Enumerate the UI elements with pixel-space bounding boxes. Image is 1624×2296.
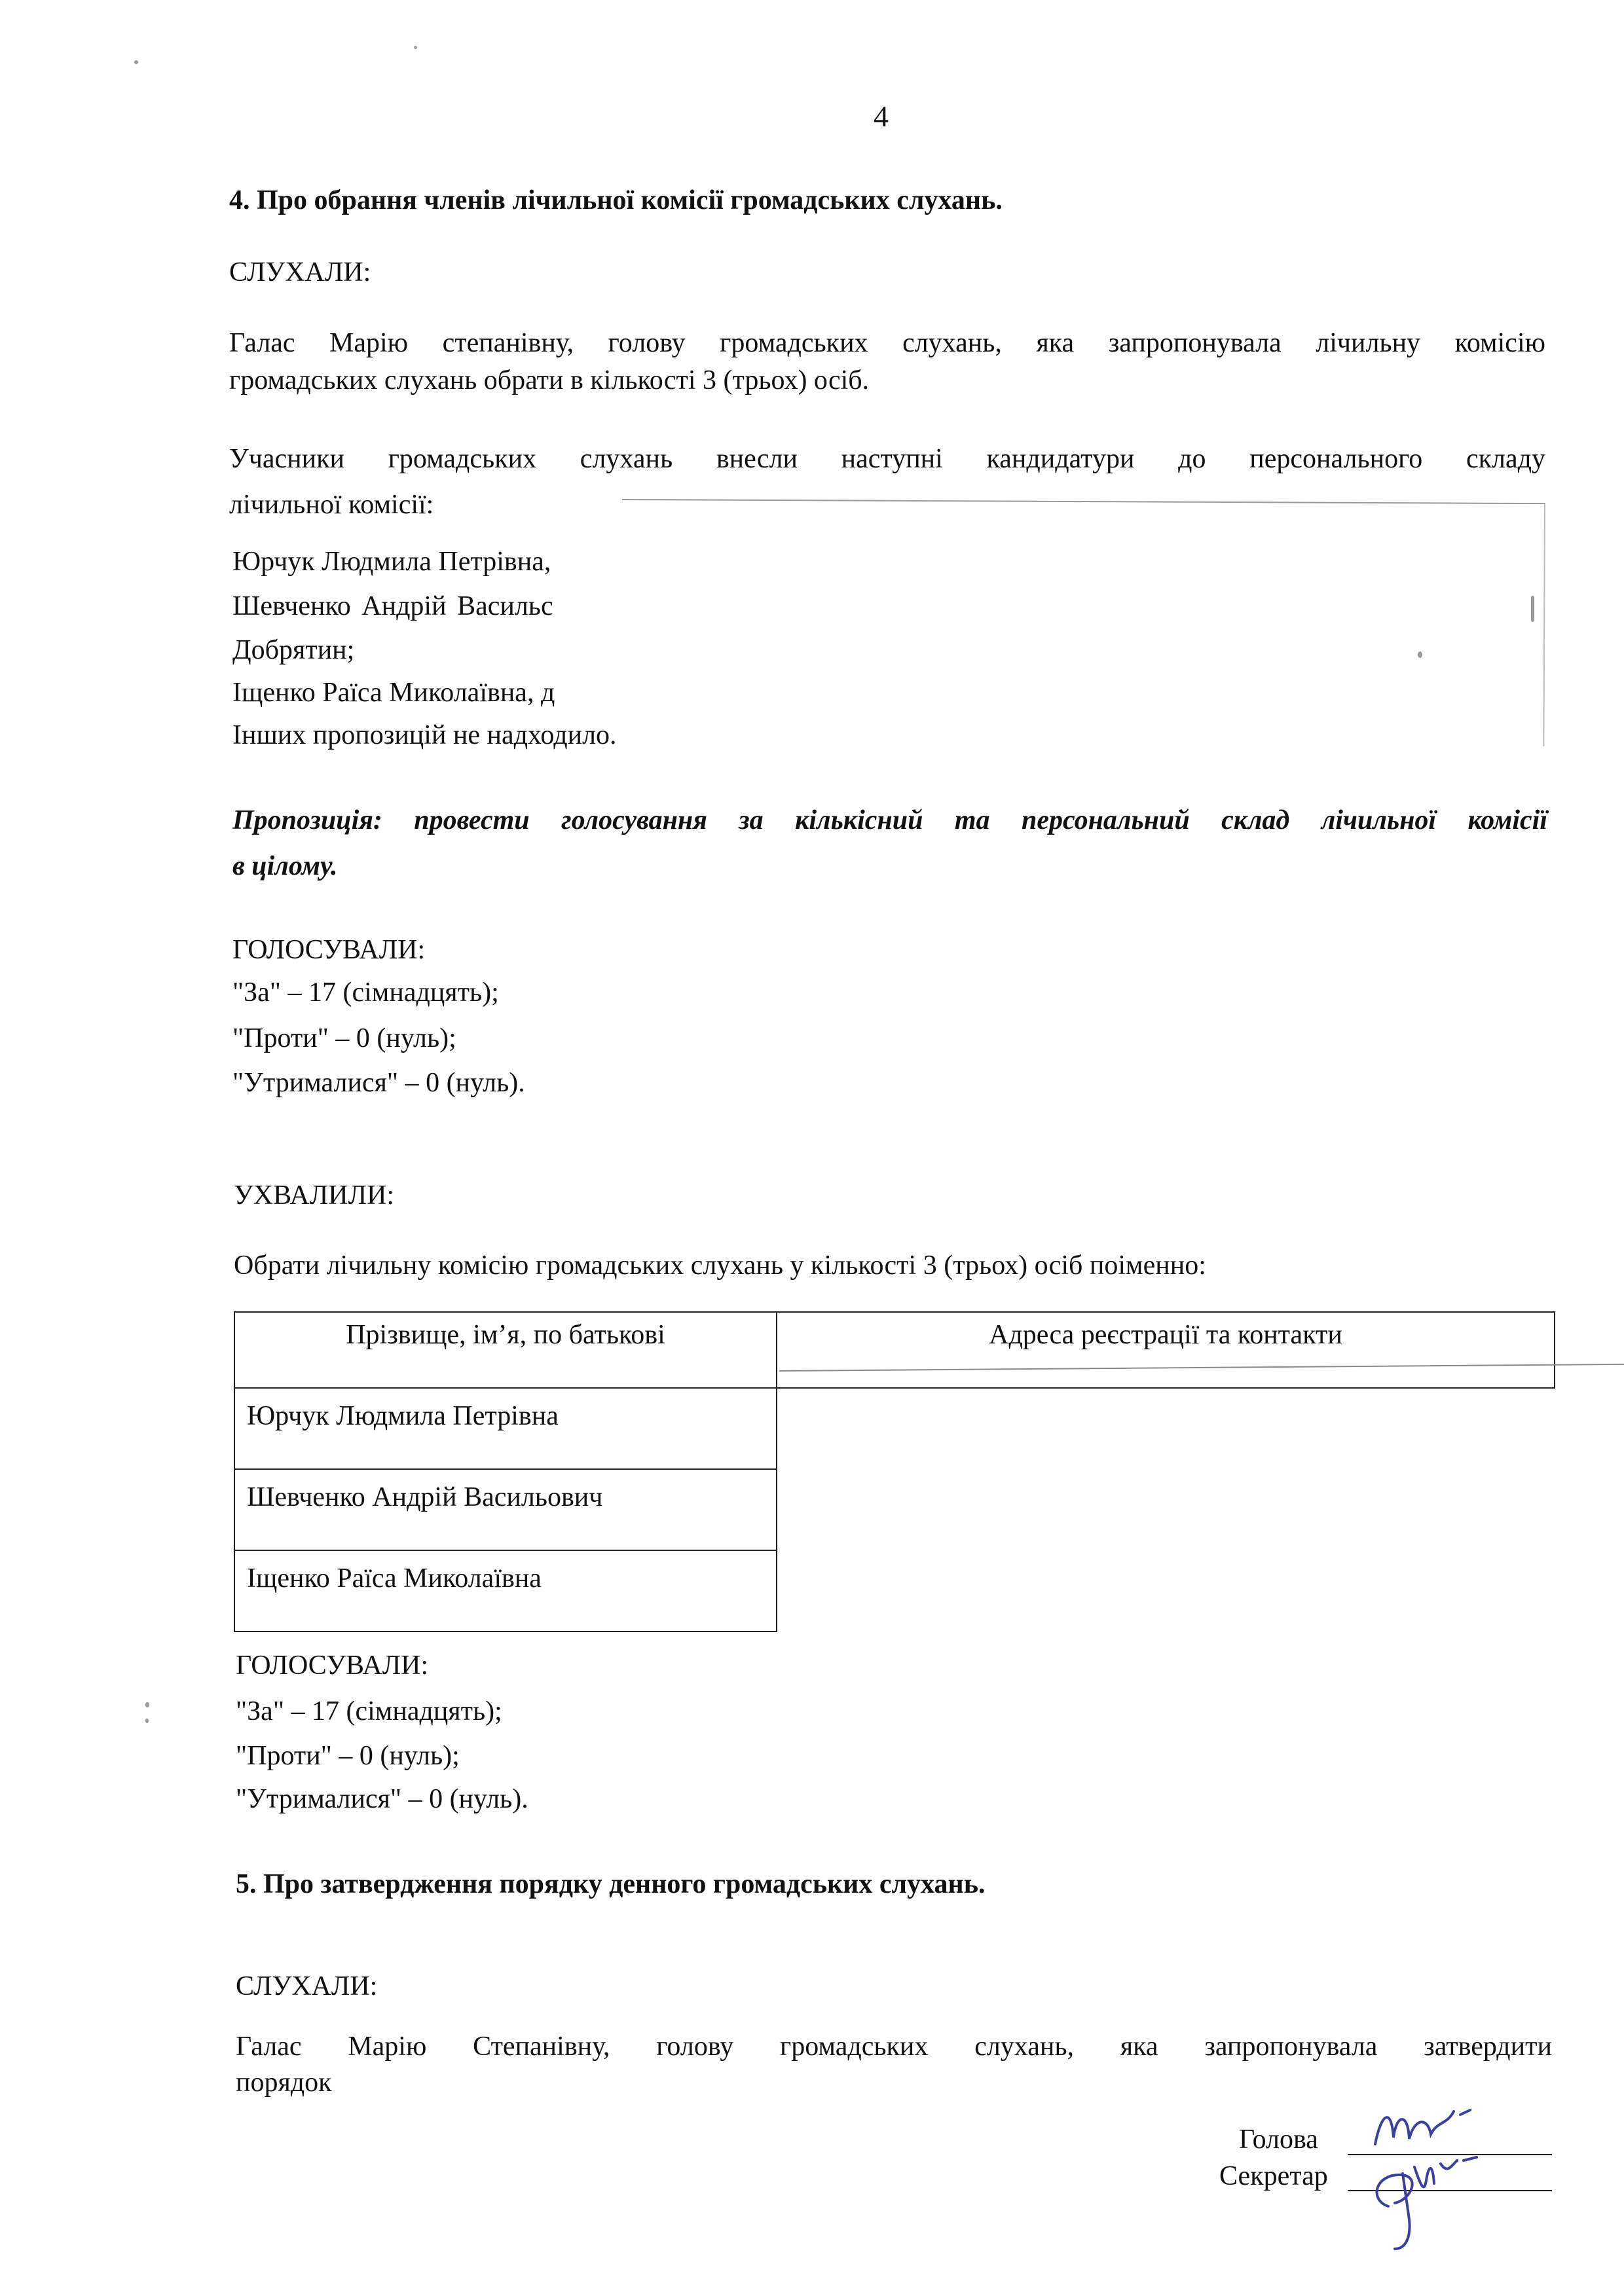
member-address-cell [777, 1469, 1555, 1550]
section5-heard-text-line1: Галас Марію Степанівну, голову громадських слухань, яка запропонувала затвердити [236, 2032, 1552, 2062]
vote-abstained: "Утрималися" – 0 (нуль). [232, 1068, 525, 1098]
scan-speck [134, 60, 138, 64]
table-row [234, 1388, 1555, 1469]
resolved-label: УХВАЛИЛИ: [234, 1180, 395, 1211]
section4-heard-text-line1: Галас Марію степанівну, голову громадських слухань, яка запропонувала лічильну комісію [229, 328, 1545, 358]
section4-heard-label: СЛУХАЛИ: [229, 257, 371, 287]
scan-speck [414, 46, 417, 49]
proposal-line1: Пропозиція: провести голосування за кількісний та персональний склад лічильної комісії [232, 805, 1547, 835]
section5-heard-label: СЛУХАЛИ: [236, 1971, 378, 2001]
vote-for: "За" – 17 (сімнадцять); [236, 1696, 502, 1726]
member-address-cell [777, 1388, 1555, 1469]
head-signature-label: Голова [1239, 2124, 1318, 2155]
vote-label: ГОЛОСУВАЛИ: [236, 1650, 429, 1681]
table-row [234, 1469, 1555, 1550]
candidate-item: Іщенко Раїса Миколаївна, д [232, 678, 555, 708]
column-header-address: Адреса реєстрації та контакти [777, 1312, 1555, 1388]
table-header-row [234, 1312, 1555, 1388]
table-row [234, 1550, 1555, 1631]
candidate-item: Юрчук Людмила Петрівна, [232, 547, 551, 577]
scan-speck [1418, 651, 1422, 658]
vote-against: "Проти" – 0 (нуль); [232, 1023, 456, 1053]
vote-for: "За" – 17 (сімнадцять); [232, 977, 499, 1008]
page-number: 4 [874, 100, 889, 133]
resolved-text: Обрати лічильну комісію громадських слухань у кількості 3 (трьох) осіб поіменно: [234, 1250, 1206, 1281]
pasted-paper-overlay [621, 499, 1545, 746]
column-header-name: Прізвище, ім’я, по батькові [234, 1312, 777, 1388]
no-other-proposals: Інших пропозицій не надходило. [232, 720, 617, 750]
member-address-cell [777, 1550, 1555, 1631]
vote-against: "Проти" – 0 (нуль); [236, 1741, 460, 1771]
section5-heading: 5. Про затвердження порядку денного громадських слухань. [236, 1869, 986, 1899]
member-name-cell: Іщенко Раїса Миколаївна [234, 1550, 777, 1631]
vote-abstained: "Утрималися" – 0 (нуль). [236, 1784, 528, 1814]
member-name-cell: Шевченко Андрій Васильович [234, 1469, 777, 1550]
secretary-signature-label: Секретар [1219, 2161, 1328, 2191]
candidates-intro-line2: лічильної комісії: [229, 490, 434, 520]
scan-speck [1531, 596, 1534, 622]
scan-speck [145, 1719, 149, 1723]
section4-heard-text-line2: громадських слухань обрати в кількості 3 (трьох) осіб. [229, 365, 870, 395]
candidates-intro-line1: Учасники громадських слухань внесли наступні кандидатури до персонального складу [229, 444, 1545, 474]
vote-label: ГОЛОСУВАЛИ: [232, 935, 426, 965]
secretary-signature-scribble [1349, 2128, 1493, 2259]
candidate-item: Шевченко Андрій Васильс [232, 591, 553, 621]
proposal-line2: в цілому. [232, 851, 338, 881]
scan-speck [145, 1702, 149, 1707]
candidate-item: Добрятин; [232, 635, 355, 665]
section5-heard-text-line2: порядок [236, 2068, 332, 2098]
section4-heading: 4. Про обрання членів лічильної комісії громадських слухань. [229, 185, 1003, 215]
counting-commission-table [234, 1311, 1555, 1632]
member-name-cell: Юрчук Людмила Петрівна [234, 1388, 777, 1469]
